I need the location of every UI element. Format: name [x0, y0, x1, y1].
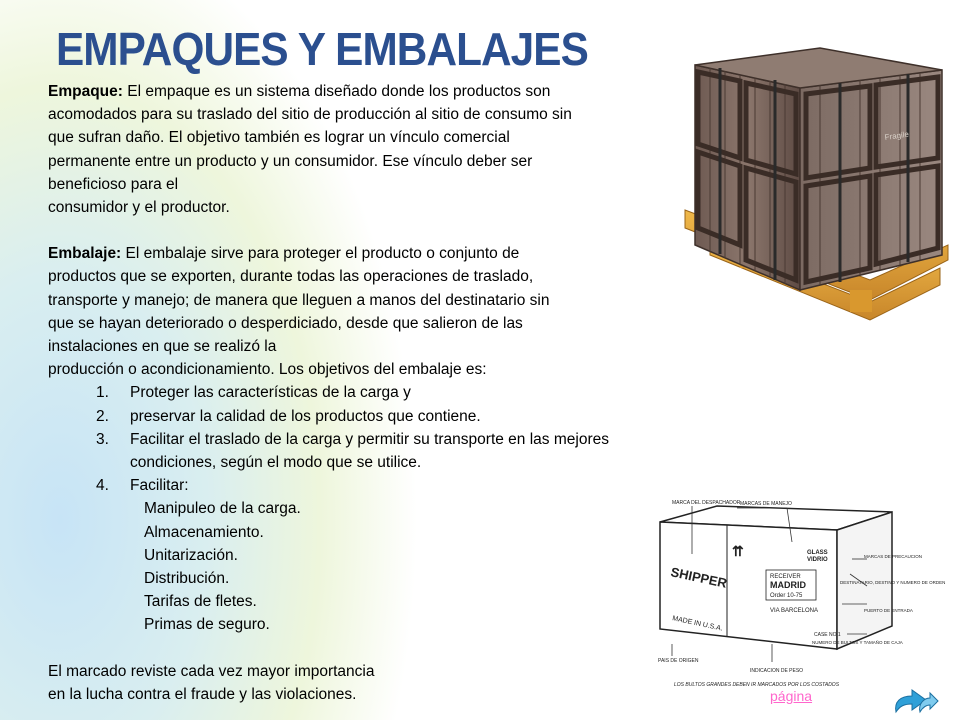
- facilitar-item: Manipuleo de la carga.: [144, 500, 301, 518]
- box-marking-diagram: [652, 494, 946, 696]
- empaque-line-1: acomodados para su traslado del sitio de producción al sitio de consumo sin: [48, 106, 572, 124]
- label-puerto: PUERTO DE ENTRADA: [864, 608, 913, 613]
- label-marca-despachador: MARCA DEL DESPACHADOR: [672, 500, 741, 506]
- embalaje-term: Embalaje:: [48, 245, 122, 263]
- empaque-line-3: permanente entre un producto y un consumidor. Ese vínculo deber ser: [48, 152, 533, 170]
- objective-item: 3. Facilitar el traslado de la carga y permitir su transporte en las mejores condiciones, según el modo que se utilice.: [96, 430, 609, 472]
- facilitar-item: Almacenamiento.: [144, 523, 264, 541]
- embalaje-line-4: instalaciones en que se realizó la: [48, 338, 277, 356]
- svg-text:⇈: ⇈: [732, 543, 744, 559]
- label-pais-origen: PAIS DE ORIGEN: [658, 658, 699, 664]
- label-case: CASE NO.1: [814, 632, 841, 638]
- label-order: Order 10-75: [770, 593, 803, 599]
- closing-line: El marcado reviste cada vez mayor importancia: [48, 662, 375, 680]
- label-indicacion-peso: INDICACION DE PESO: [750, 668, 804, 674]
- empaque-line-0: Empaque: El empaque es un sistema diseñado donde los productos son: [48, 83, 551, 100]
- facilitar-item: Distribución.: [144, 570, 230, 588]
- crate-stamp: Fragile: [884, 129, 910, 142]
- slide-title: EMPAQUES Y EMBALAJES: [56, 23, 588, 75]
- label-made-in: MADE IN U.S.A.: [671, 615, 724, 633]
- facilitar-item: Primas de seguro.: [144, 616, 270, 634]
- facilitar-item: Tarifas de fletes.: [144, 593, 257, 611]
- next-slide-arrow-icon[interactable]: [890, 684, 940, 718]
- label-marcas-precaucion: MARCAS DE PRECAUCION: [864, 554, 923, 559]
- label-destinatario: DESTINATARIO, DESTINO Y NUMERO DE ORDEN: [840, 580, 946, 585]
- label-vidrio: VIDRIO: [807, 557, 828, 563]
- objective-item: 1. Proteger las características de la carga y: [96, 384, 411, 402]
- crate-pallet-image: [680, 40, 950, 330]
- label-via: VIA BARCELONA: [770, 608, 819, 614]
- empaque-line-4: beneficioso para el: [48, 175, 179, 193]
- label-receiver: RECEIVER: [770, 574, 801, 580]
- objective-item: 4. Facilitar:: [96, 477, 189, 495]
- empaque-term: Empaque:: [48, 83, 123, 100]
- facilitar-item: Unitarización.: [144, 546, 238, 564]
- closing-line: en la lucha contra el fraude y las violaciones.: [48, 685, 357, 703]
- embalaje-line-1: productos que se exporten, durante todas las operaciones de traslado,: [48, 268, 534, 286]
- embalaje-line-3: que se hayan deteriorado o desperdiciado, desde que salieron de las: [48, 314, 523, 332]
- embalaje-line-5: producción o acondicionamiento. Los objetivos del embalaje es:: [48, 361, 487, 379]
- embalaje-line-0: Embalaje: El embalaje sirve para proteger el producto o conjunto de: [48, 245, 520, 263]
- label-footer: LOS BULTOS GRANDES DEBEN IR MARCADOS POR LOS COSTADOS: [674, 682, 840, 688]
- label-shipper: SHIPPER: [669, 564, 729, 591]
- pagina-link[interactable]: página: [770, 688, 813, 704]
- label-numero-bultos: NUMERO DE BULTOS Y TAMAÑO DE CAJA: [812, 640, 903, 645]
- embalaje-line-2: transporte y manejo; de manera que lleguen a manos del destinatario sin: [48, 291, 550, 309]
- label-glass: GLASS: [807, 550, 828, 556]
- empaque-line-2: que sufran daño. El objetivo también es lograr un vínculo comercial: [48, 129, 510, 147]
- label-marcas-manejo: MARCAS DE MANEJO: [740, 501, 792, 507]
- objective-item: 2. preservar la calidad de los productos que contiene.: [96, 407, 481, 425]
- empaque-line-5: consumidor y el productor.: [48, 199, 230, 217]
- slide-body: [48, 80, 688, 706]
- label-madrid: MADRID: [770, 580, 806, 590]
